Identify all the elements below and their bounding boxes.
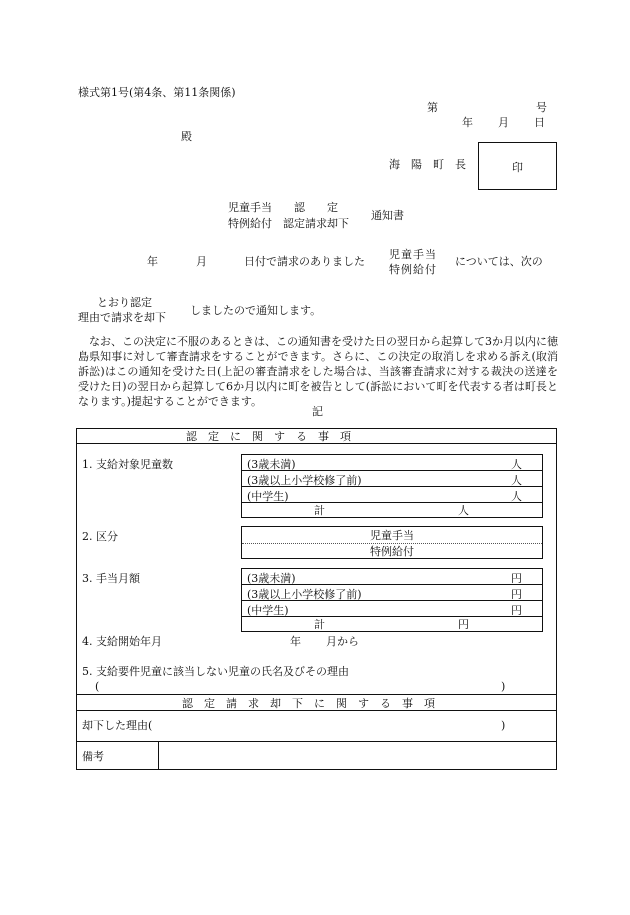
remarks-top-border xyxy=(76,741,557,742)
row-unit: 人 xyxy=(511,474,522,487)
row-label: (中学生) xyxy=(247,490,289,503)
monthly-row xyxy=(242,585,542,600)
rejection-reason-label: 却下した理由( xyxy=(82,719,153,732)
title-line1: 児童手当 認 定 xyxy=(228,201,338,214)
children-count-box xyxy=(241,454,543,518)
row-label: (3歳以上小学校修了前) xyxy=(247,474,362,487)
row-unit: 人 xyxy=(511,458,522,471)
start-month: 月から xyxy=(326,635,359,648)
ki-mark: 記 xyxy=(312,405,323,418)
children-count-label: 1. 支給対象児童数 xyxy=(82,458,173,471)
body-type2: 特例給付 xyxy=(389,263,437,276)
section2-header: 認 定 請 求 却 下 に 関 す る 事 項 xyxy=(182,697,435,710)
monthly-amount-box xyxy=(241,568,543,632)
row-unit: 円 xyxy=(511,572,522,585)
row-unit: 円 xyxy=(511,588,522,601)
total-unit: 人 xyxy=(458,504,469,517)
body-tail: については、次の xyxy=(455,255,543,268)
body-opt-approve: とおり認定 xyxy=(97,296,152,309)
category-opt-special-benefit: 特例給付 xyxy=(370,545,414,558)
ineligible-close-paren: ) xyxy=(501,680,506,693)
children-row xyxy=(242,455,542,470)
monthly-row xyxy=(242,601,542,616)
addressee-suffix: 殿 xyxy=(181,130,192,143)
body-year: 年 xyxy=(147,255,158,268)
body-month: 月 xyxy=(196,255,207,268)
row-label: (中学生) xyxy=(247,604,289,617)
total-label: 計 xyxy=(314,504,325,517)
date-month: 月 xyxy=(498,116,509,129)
title-suffix: 通知書 xyxy=(371,209,404,222)
row-unit: 人 xyxy=(511,490,522,503)
date-day: 日 xyxy=(534,116,545,129)
doc-number-suffix: 号 xyxy=(536,101,547,114)
total-label: 計 xyxy=(314,618,325,631)
body-opt-reject: 理由で請求を却下 xyxy=(78,311,166,324)
row-label: (3歳未満) xyxy=(247,458,296,471)
children-row xyxy=(242,471,542,486)
title-line2: 特例給付 認定請求却下 xyxy=(228,217,349,230)
issuer-name: 海 陽 町 長 xyxy=(389,158,466,171)
ineligible-label: 5. 支給要件児童に該当しない児童の氏名及びその理由 xyxy=(82,665,349,678)
date-year: 年 xyxy=(462,116,473,129)
appeal-notice-text: なお、この決定に不服のあるときは、この通知書を受けた日の翌日から起算して3か月以内に徳島県知事に対して審査請求をすることができます。さらに、この決定の取消しを求める訴え(取消訴訟)はこの通知を受けた日(上記の審査請求をした場合は、当該審査請求に対する裁決の送達を受けた日)の翌日から起算して6か月以内に町を被告として(訴訟において町を代表する者は町長となります。)提起することができます。 xyxy=(78,335,558,408)
total-unit: 円 xyxy=(458,618,469,631)
body-tail-2: しましたので通知します。 xyxy=(190,304,322,317)
row-label: (3歳未満) xyxy=(247,572,296,585)
category-label: 2. 区分 xyxy=(82,530,118,543)
start-month-label: 4. 支給開始年月 xyxy=(82,635,162,648)
seal-box xyxy=(478,142,557,190)
category-opt-child-allowance: 児童手当 xyxy=(370,529,414,542)
section2-top-border xyxy=(76,694,557,695)
appeal-notice xyxy=(78,334,558,409)
children-total-row xyxy=(242,503,542,518)
remarks-divider xyxy=(158,741,159,770)
seal-mark: 印 xyxy=(512,161,523,174)
body-text: 日付で請求のありました xyxy=(244,255,365,268)
monthly-total-row xyxy=(242,617,542,632)
row-label: (3歳以上小学校修了前) xyxy=(247,588,362,601)
monthly-amount-label: 3. 手当月額 xyxy=(82,572,140,585)
doc-number-prefix: 第 xyxy=(427,101,438,114)
children-row xyxy=(242,487,542,502)
body-type1: 児童手当 xyxy=(389,248,437,261)
section2-header-divider xyxy=(76,710,557,711)
row-unit: 円 xyxy=(511,604,522,617)
rejection-close-paren: ) xyxy=(501,719,506,732)
start-year: 年 xyxy=(290,635,301,648)
ineligible-open-paren: ( xyxy=(95,680,100,693)
remarks-label: 備考 xyxy=(82,750,104,763)
form-label: 様式第1号(第4条、第11条関係) xyxy=(78,86,236,99)
section1-header: 認 定 に 関 す る 事 項 xyxy=(186,430,351,443)
category-box xyxy=(241,526,543,559)
monthly-row xyxy=(242,569,542,584)
